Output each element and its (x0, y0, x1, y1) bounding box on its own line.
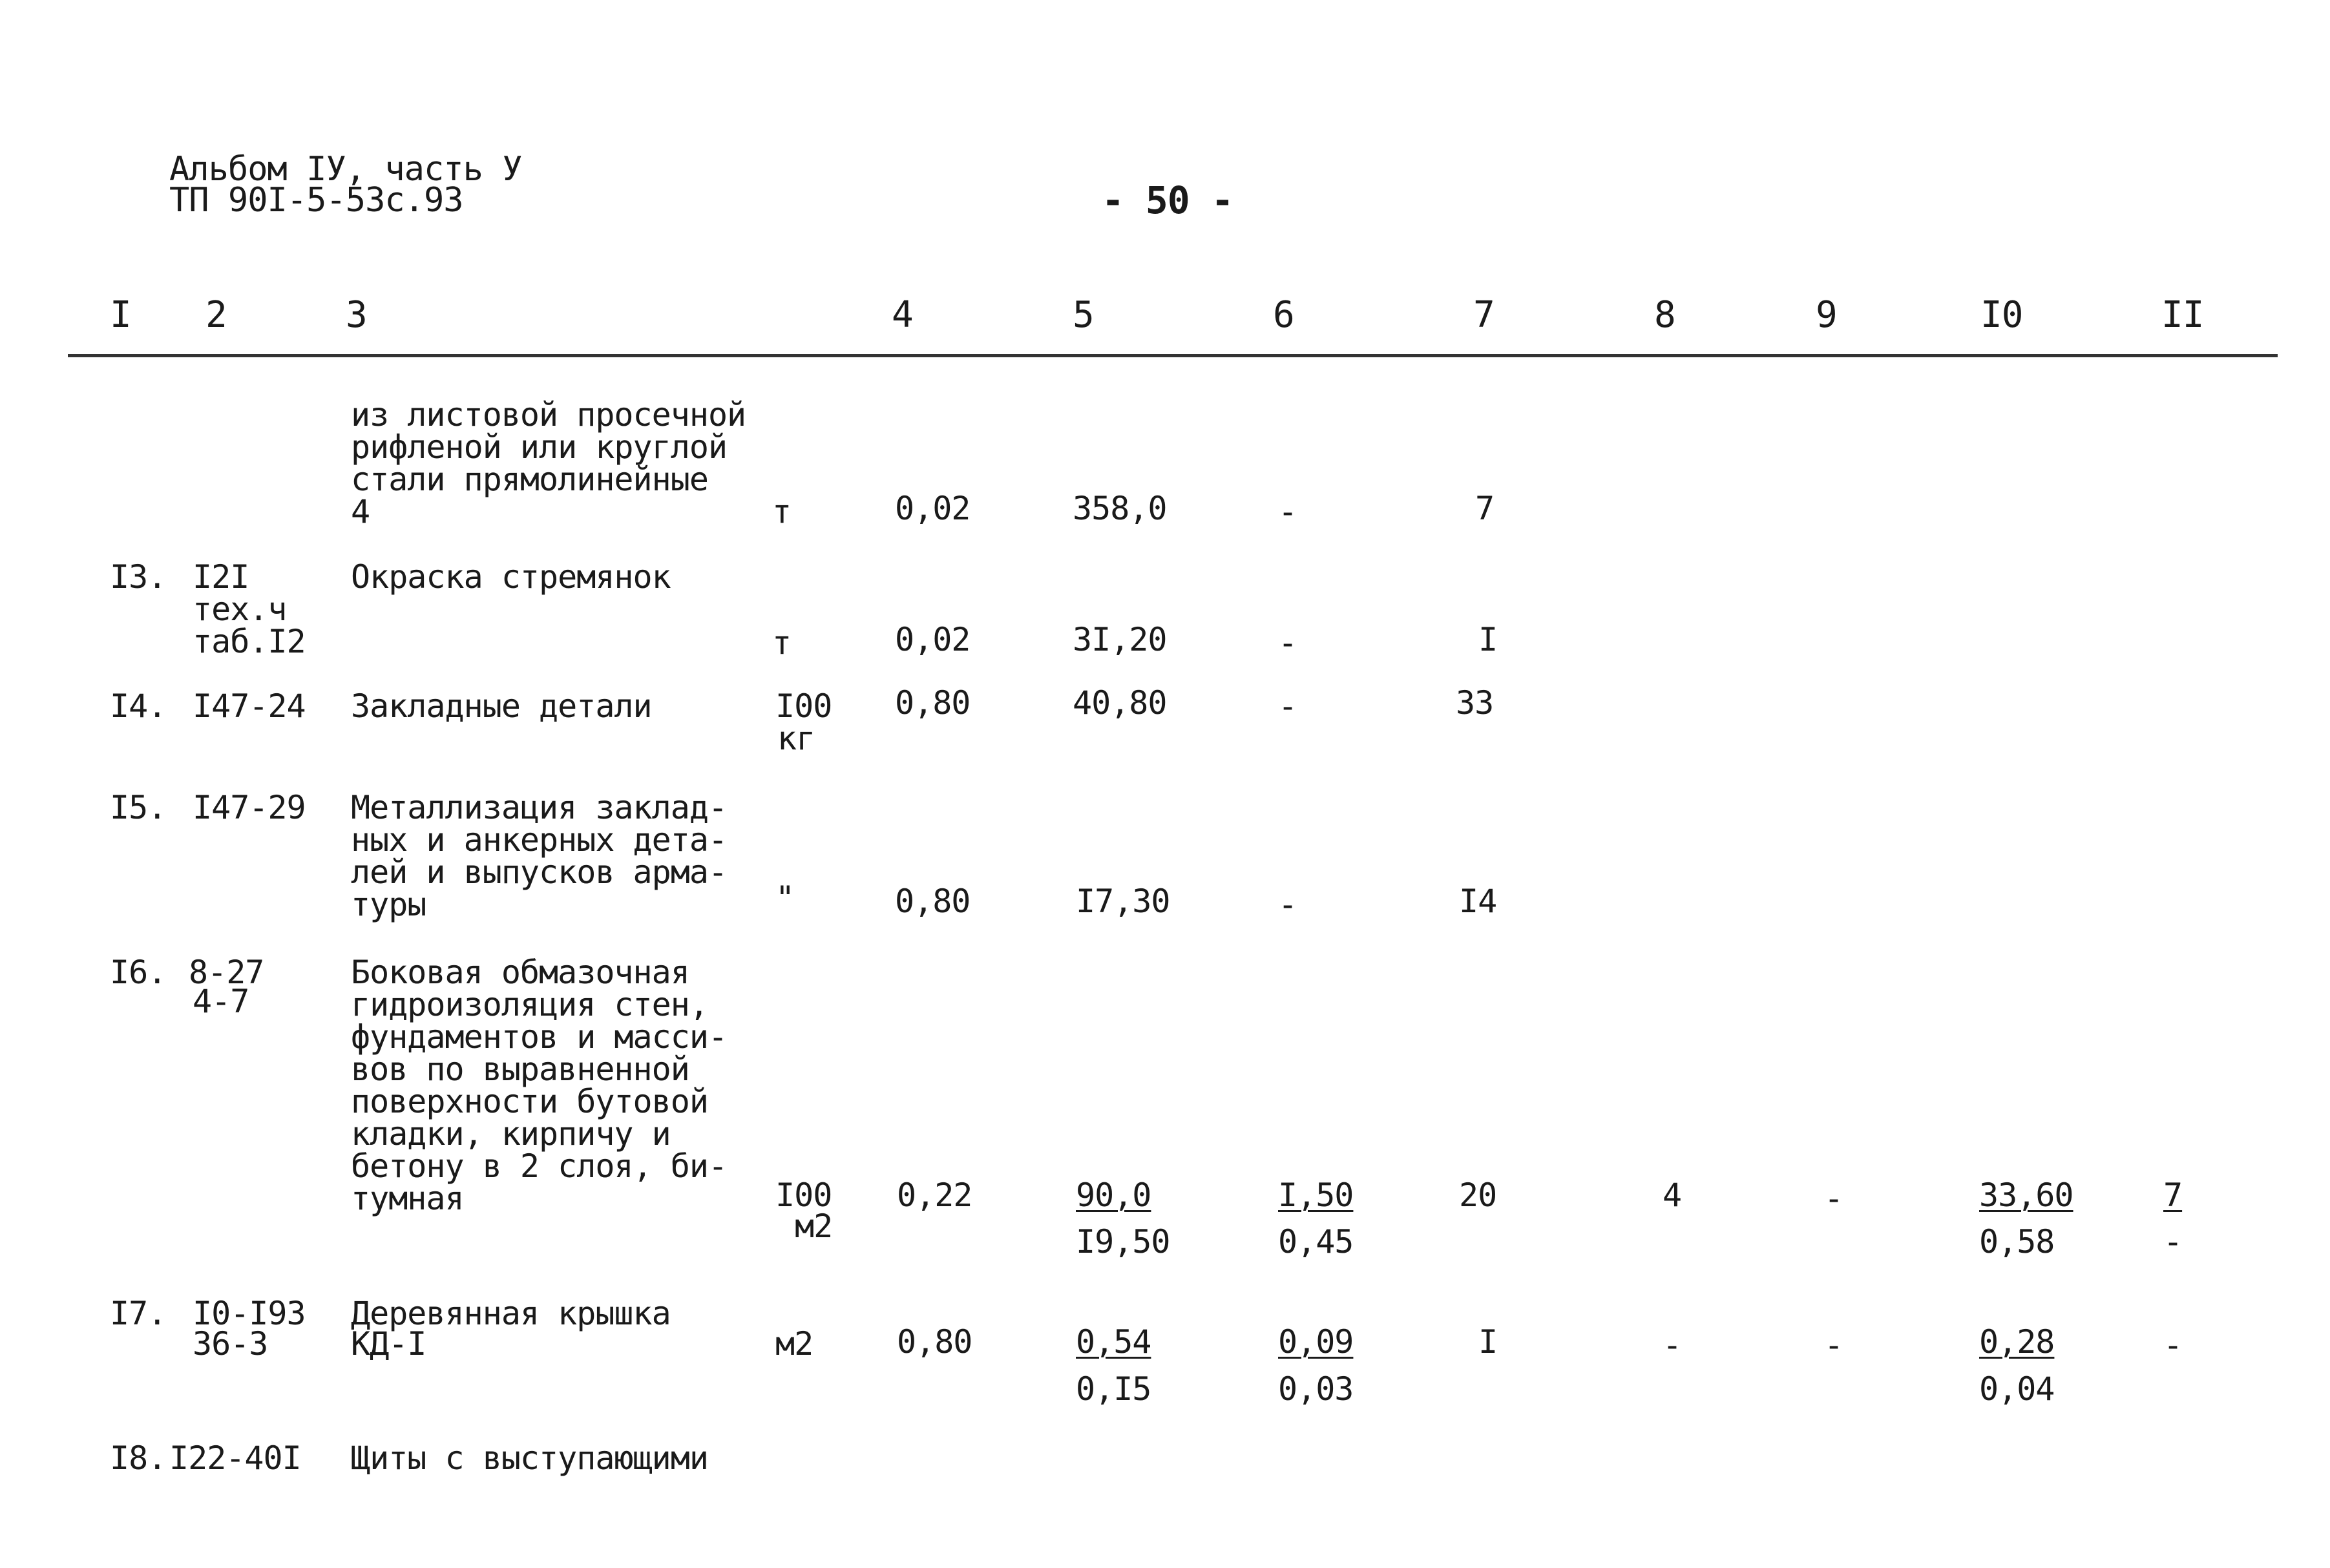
row15-desc-2: ных и анкерных дета- (351, 821, 728, 859)
row14-code-1: I47-24 (193, 687, 306, 725)
row17-col10-top: 0,28 (1979, 1323, 2055, 1361)
row17-code-2: 36-3 (193, 1325, 268, 1363)
row13-code-1: I2I (193, 558, 249, 596)
row16-code-2: 4-7 (193, 983, 249, 1020)
row15-col7: I4 (1459, 883, 1497, 920)
row13-col6: - (1278, 624, 1297, 662)
row13-col7: I (1478, 621, 1498, 658)
header-rule (68, 354, 2278, 357)
row12-col5: 358,0 (1073, 490, 1167, 527)
row17-code-1: I0-I93 (193, 1295, 306, 1332)
row17-col11: - (2163, 1326, 2183, 1364)
row16-col6-top: I,50 (1278, 1176, 1354, 1214)
row16-col7: 20 (1459, 1176, 1497, 1214)
row16-col10-top: 33,60 (1979, 1176, 2073, 1214)
row13-num: I3. (110, 558, 167, 596)
row12-unit: т (772, 493, 792, 530)
row14-col6: - (1278, 687, 1297, 725)
row14-col5: 40,80 (1073, 684, 1167, 722)
row16-desc-5: поверхности бутовой (351, 1083, 708, 1120)
row17-desc-1: Деревянная крышка (351, 1295, 671, 1332)
row13-qty: 0,02 (895, 621, 971, 658)
row16-col6-bottom: 0,45 (1278, 1223, 1354, 1260)
row12-desc-2: рифленой или круглой (351, 428, 728, 466)
row15-num: I5. (110, 789, 167, 826)
row17-qty: 0,80 (897, 1323, 972, 1361)
row14-num: I4. (110, 687, 167, 725)
row17-unit: м2 (775, 1325, 813, 1363)
row14-unit-2: кг (777, 720, 815, 757)
col-header-7: 7 (1473, 294, 1495, 336)
page-number: - 50 - (1102, 178, 1233, 222)
row17-col6-bottom: 0,03 (1278, 1370, 1354, 1408)
row16-desc-2: гидроизоляция стен, (351, 986, 708, 1023)
row18-code-1: I22-40I (169, 1439, 301, 1477)
row17-col9: - (1824, 1326, 1843, 1364)
row16-desc-3: фундаментов и масси- (351, 1018, 728, 1056)
col-header-9: 9 (1816, 294, 1837, 336)
col-header-11: II (2161, 294, 2204, 336)
row16-desc-6: кладки, кирпичу и (351, 1115, 671, 1153)
row17-col7: I (1478, 1323, 1498, 1361)
row15-code-1: I47-29 (193, 789, 306, 826)
col-header-2: 2 (205, 294, 227, 336)
row14-col7: 33 (1456, 684, 1494, 722)
row16-code-1: 8-27 (189, 954, 264, 991)
row13-code-3: таб.I2 (193, 623, 306, 660)
row17-desc-2: КД-I (351, 1325, 426, 1363)
col-header-4: 4 (892, 294, 913, 336)
row15-col5: I7,30 (1076, 883, 1170, 920)
row15-desc-1: Металлизация заклад- (351, 789, 728, 826)
col-header-10: I0 (1980, 294, 2023, 336)
row16-col10-bottom: 0,58 (1979, 1223, 2055, 1260)
row15-desc-3: лей и выпусков арма- (351, 853, 728, 891)
album-line: Альбом IУ, часть У (169, 150, 522, 189)
row14-desc-1: Закладные детали (351, 687, 652, 725)
row17-col5-top: 0,54 (1076, 1323, 1151, 1361)
row12-col6: - (1278, 493, 1297, 530)
row16-col9: - (1824, 1180, 1843, 1217)
row16-num: I6. (110, 954, 167, 991)
row15-qty: 0,80 (895, 883, 971, 920)
row17-col8: - (1663, 1326, 1682, 1364)
row18-num: I8. (110, 1439, 167, 1477)
row15-col6: - (1278, 886, 1297, 923)
row16-qty: 0,22 (897, 1176, 972, 1214)
row14-unit-1: I00 (775, 687, 832, 725)
row17-col10-bottom: 0,04 (1979, 1370, 2055, 1408)
row16-col5-top: 90,0 (1076, 1176, 1151, 1214)
row13-col5: 3I,20 (1073, 621, 1167, 658)
project-line: ТП 90I-5-53с.93 (169, 181, 463, 220)
col-header-5: 5 (1073, 294, 1094, 336)
row12-desc-1: из листовой просечной (351, 396, 746, 434)
row17-col6-top: 0,09 (1278, 1323, 1354, 1361)
col-header-6: 6 (1273, 294, 1294, 336)
row12-qty: 0,02 (895, 490, 971, 527)
row15-desc-4: туры (351, 886, 426, 923)
row16-unit-2: м2 (795, 1207, 833, 1245)
row16-col5-bottom: I9,50 (1076, 1223, 1170, 1260)
row16-col8: 4 (1663, 1176, 1682, 1214)
row13-code-2: тех.ч (193, 591, 287, 628)
row12-col7: 7 (1475, 490, 1495, 527)
col-header-3: 3 (346, 294, 367, 336)
row16-col11-bottom: - (2163, 1223, 2183, 1260)
row16-desc-8: тумная (351, 1180, 464, 1217)
row16-col11-top: 7 (2163, 1176, 2183, 1214)
row16-desc-1: Боковая обмазочная (351, 954, 689, 991)
row13-unit: т (772, 624, 792, 662)
row14-qty: 0,80 (895, 684, 971, 722)
row16-desc-7: бетону в 2 слоя, би- (351, 1147, 728, 1185)
row13-desc-1: Окраска стремянок (351, 558, 671, 596)
row17-col5-bottom: 0,I5 (1076, 1370, 1151, 1408)
row15-unit: " (775, 879, 795, 917)
row16-unit-1: I00 (775, 1176, 832, 1214)
col-header-8: 8 (1654, 294, 1675, 336)
row17-num: I7. (110, 1295, 167, 1332)
col-header-1: I (110, 294, 131, 336)
row18-desc-1: Щиты с выступающими (351, 1439, 708, 1477)
row12-desc-4: 4 (351, 493, 370, 530)
row16-desc-4: вов по выравненной (351, 1051, 689, 1088)
row12-desc-3: стали прямолинейные (351, 461, 708, 498)
